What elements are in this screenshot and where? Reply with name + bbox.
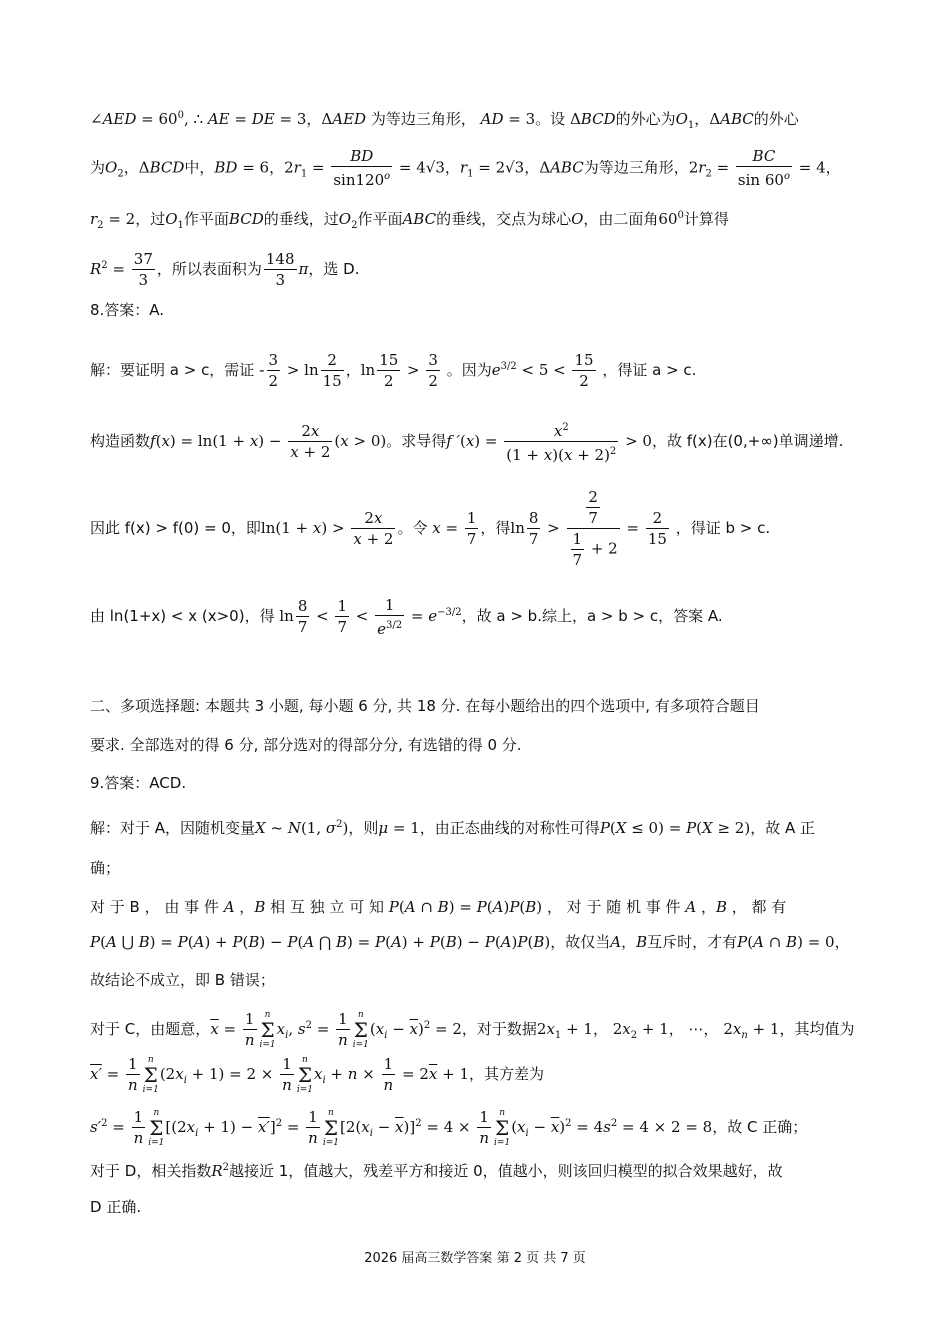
text-fragment: 作平面 [357, 210, 403, 228]
fraction: $\frac{BD}{\sin 120^o}$ [333, 147, 391, 189]
text-fragment: 解：对于 A，因随机变量 [90, 819, 256, 837]
fraction: $\frac{15}{2}$ [379, 351, 399, 390]
text-fragment: ，故仅当 [550, 933, 611, 951]
text-fragment: 的垂线，过 [263, 210, 339, 228]
q9-option-b-formula: P(A ⋃ B) = P(A) + P(B) − P(A ⋂ B) = P(A) + P(B) − P(A)P(B)，故仅当A，B互斥时，才有P(A ∩ B) = 0， [90, 933, 850, 951]
fraction: $\frac{2}{15}$ [322, 351, 342, 390]
q9-option-b-conclusion: 故结论不成立，即 B 错误； [90, 971, 275, 989]
fraction: $\frac{1}{7}$ [466, 509, 477, 548]
fraction: $\frac{x^2}{(1 + x)(x + 2)^2}$ [504, 418, 618, 465]
text-fragment: 为等边三角形， [583, 158, 689, 177]
text-fragment: 中， [184, 158, 215, 177]
q9-option-c-mean: x′ = $\frac{1}{n}$ n Σ i=1 $(2x_i + 1) = 2$ × $\frac{1}{n}$ n Σ i=1 $x_i + n$ × $\frac{1}{n}$ = $2\overline{x} + 1$，其方差为 [90, 1054, 545, 1095]
fraction: $\frac{3}{2}$ [268, 351, 279, 390]
fraction: $\frac{1}{n}$ [133, 1108, 144, 1147]
text-fragment: ，其方差为 [469, 1065, 545, 1083]
fraction: $\frac{2x}{x + 2}$ [290, 422, 331, 461]
line-sphere: $r_2 = 2$，过$O_1$作平面BCD的垂线，过$O_2$作平面ABC的垂线，交点为球心O，由二面角$60^0$计算得 [90, 210, 729, 231]
text-fragment: ，对于数据 [461, 1020, 537, 1038]
q9-answer: 9.答案：ACD. [90, 774, 187, 792]
text-fragment: 计算得 [683, 210, 729, 228]
text-fragment: 为等边三角形， [370, 110, 476, 128]
text-fragment: 。设 [535, 110, 566, 128]
text-fragment: 构造函数 [90, 432, 151, 450]
text-fragment: ，则 [348, 819, 379, 837]
q9-option-a-cont: 确； [90, 859, 121, 877]
q8-line-1: 解：要证明 a > c，需证 - $\frac{3}{2}$ > ln $\frac{2}{15}$ ，ln $\frac{15}{2}$ > $\frac{3}{2}$ 。因为$e^{3/2} < 5$ < $\frac{15}{2}$ ，得证 a > c. [90, 351, 697, 390]
q9-option-d: 对于 D，相关指数$R^2$越接近 1，值越大，残差平方和接近 0，值越小，则该回归模型的拟合效果越好，故 [90, 1162, 783, 1180]
text-fragment: ，所以表面积为 [156, 260, 262, 278]
text-fragment: 越接近 1，值越大，残差平方和接近 0，值越小，则该回归模型的拟合效果越好，故 [229, 1162, 783, 1180]
fraction: $\frac{2}{7}$ $\frac{1}{7}$ + 2 [567, 487, 620, 570]
text-fragment: 的外心为 [615, 110, 676, 128]
text-fragment: 的垂线，交点为球心 [436, 210, 572, 228]
text-fragment: ，故 A 正 [750, 819, 816, 837]
sum-symbol: n Σ i=1 [296, 1054, 313, 1095]
fraction: $\frac{1}{7}$ [337, 597, 348, 636]
text-fragment: ，得 [480, 519, 511, 537]
fraction: $\frac{BC}{\sin 60^o}$ [737, 147, 790, 189]
text-fragment: ，过 [135, 210, 166, 228]
q9-option-c: 对于 C，由题意，$\overline{x}$ = $\frac{1}{n}$ n Σ i=1 $x_i$, $s^2$ = $\frac{1}{n}$ n Σ i=1 $(x_i - \overline{x})^2 = 2$，对于数据$2x_1 + 1$， $2x_2 + 1$， ⋯， $2x_n + 1$，其均值为 [90, 1009, 855, 1050]
text-fragment: 作平面 [183, 210, 229, 228]
text-fragment: 对于 C，由题意， [90, 1020, 211, 1038]
text-fragment: 。令 [397, 519, 428, 537]
page-footer: 2026 届高三数学答案 第 2 页 共 7 页 [364, 1251, 586, 1266]
q8-line-3: 因此 f(x) > f(0) = 0，即ln(1 + x) > $\frac{2x}{x + 2}$ 。令 x = $\frac{1}{7}$ ，得ln $\frac{8}{7}$ > $\frac{2}{7}$ $\frac{1}{7}$ + 2 = $\frac{2}{15}$ ，得证 b > c. [90, 488, 771, 569]
text-fragment: 为 [90, 158, 106, 177]
fraction: $\frac{1}{n}$ [282, 1055, 292, 1094]
text-fragment: ，由正态曲线的对称性可得 [419, 819, 600, 837]
sum-symbol: n Σ i=1 [142, 1054, 159, 1095]
fraction: $\frac{1}{n}$ [338, 1010, 348, 1049]
fraction: $\frac{8}{7}$ [528, 509, 539, 548]
text-fragment: 由 ln(1+x) < x (x>0)，得 [90, 607, 275, 625]
line-aed: ∠AED = $60^0$, ∴ AE = DE = 3，ΔAED 为等边三角形， AD = 3。设 ΔBCD的外心为$O_1$，ΔABC的外心 [90, 110, 799, 131]
text-fragment: 对于 D，相关指数 [90, 1162, 212, 1180]
q9-option-d-cont: D 正确. [90, 1198, 142, 1216]
line-surface-area: $R^2$ = $\frac{37}{3}$ ，所以表面积为 $\frac{148}{3}$ π，选 D. [90, 250, 360, 289]
fraction: $\frac{148}{3}$ [265, 250, 295, 289]
q8-line-4: 由 ln(1+x) < x (x>0)，得 ln $\frac{8}{7}$ < $\frac{1}{7}$ < $\frac{1}{e^{3/2}}$ = $e^{-3/2}$，故 a > b.综上，a > b > c，答案 A. [90, 595, 723, 638]
text-fragment: 。因为 [446, 361, 492, 379]
text-fragment: 相 互 独 立 可 知 [270, 898, 384, 916]
fraction: $\frac{15}{2}$ [574, 351, 594, 390]
q9-option-c-variance: $s'^2$ = $\frac{1}{n}$ n Σ i=1 $[(2x_i + 1) - x']^2$ = $\frac{1}{n}$ n Σ i=1 $[2(x_i - \overline{x})]^2 = 4$ × $\frac{1}{n}$ n Σ i=1 $(x_i - \overline{x})^2 = 4s^2 = 4 \times 2 = 8$，故 C 正确； [90, 1107, 808, 1148]
sum-symbol: n Σ i=1 [352, 1009, 369, 1050]
text-fragment: ，故 a > b.综上，a > b > c，答案 A. [461, 607, 723, 625]
text-fragment: ，选 D. [308, 260, 360, 278]
fraction: $\frac{1}{n}$ [127, 1055, 138, 1094]
fraction: $\frac{1}{n}$ [479, 1108, 490, 1147]
text-fragment: 。求导得 [386, 432, 447, 450]
sum-symbol: n Σ i=1 [259, 1009, 276, 1050]
q9-option-a: 解：对于 A，因随机变量X ~ N(1, $\sigma^2$)，则μ = 1，由正态曲线的对称性可得P(X ≤ 0) = P(X ≥ 2)，故 A 正 [90, 819, 816, 837]
fraction: $\frac{1}{e^{3/2}}$ [377, 595, 403, 638]
text-fragment: 对 于 B ， 由 事 件 [90, 898, 219, 916]
q8-answer: 8.答案：A. [90, 301, 165, 319]
fraction: $\frac{2x}{x + 2}$ [353, 509, 394, 548]
fraction: $\frac{1}{n}$ [383, 1055, 394, 1094]
text-fragment: ，由二面角 [583, 210, 659, 228]
fraction: $\frac{1}{n}$ [308, 1108, 318, 1147]
text-fragment: ， 对 于 随 机 事 件 [546, 898, 681, 916]
text-fragment: ，故 f(x)在(0,+∞)单调递增. [651, 432, 844, 450]
text-fragment: 的外心 [753, 110, 799, 128]
text-fragment: ， 都 有 [731, 898, 787, 916]
text-fragment: 解：要证明 a > c，需证 - [90, 361, 265, 379]
sum-symbol: n Σ i=1 [322, 1107, 339, 1148]
fraction: $\frac{2}{15}$ [647, 509, 667, 548]
fraction: $\frac{37}{3}$ [133, 250, 153, 289]
section-2-line-2: 要求. 全部选对的得 6 分, 部分选对的得部分分, 有选错的得 0 分. [90, 736, 522, 754]
line-radius: 为$O_2$，ΔBCD中，BD = 6，$2r_1$ = $\frac{BD}{\sin 120^o}$ = 4√3，$r_1 = 2√3$，ΔABC为等边三角形，$2r_2$ = $\frac{BC}{\sin 60^o}$ = 4， [90, 147, 841, 189]
sum-symbol: n Σ i=1 [148, 1107, 165, 1148]
sum-symbol: n Σ i=1 [494, 1107, 511, 1148]
fraction: $\frac{8}{7}$ [297, 597, 308, 636]
text-fragment: ，其均值为 [779, 1020, 855, 1038]
text-fragment: ，得证 b > c. [675, 519, 771, 537]
section-2-line-1: 二、多项选择题: 本题共 3 小题, 每小题 6 分, 共 18 分. 在每小题给出的四个选项中, 有多项符合题目 [90, 697, 760, 715]
text-fragment: ，故 C 正确； [712, 1118, 808, 1136]
q8-line-2: 构造函数f(x) = ln(1 + x) − $\frac{2x}{x + 2}$ (x > 0)。求导得f ′(x) = $\frac{x^2}{(1 + x)(x + 2)^2}$ > 0，故 f(x)在(0,+∞)单调递增. [90, 418, 864, 462]
text-fragment: ，得证 a > c. [602, 361, 697, 379]
text-fragment: 因此 f(x) > f(0) = 0，即 [90, 519, 261, 537]
text-fragment: 互斥时，才有 [647, 933, 738, 951]
fraction: $\frac{1}{n}$ [244, 1010, 255, 1049]
fraction: $\frac{3}{2}$ [428, 351, 438, 390]
q9-option-b: 对 于 B ， 由 事 件 A ，B 相 互 独 立 可 知 P(A ∩ B) = P(A)P(B) ， 对 于 随 机 事 件 A ，B ， 都 有 [90, 898, 787, 916]
